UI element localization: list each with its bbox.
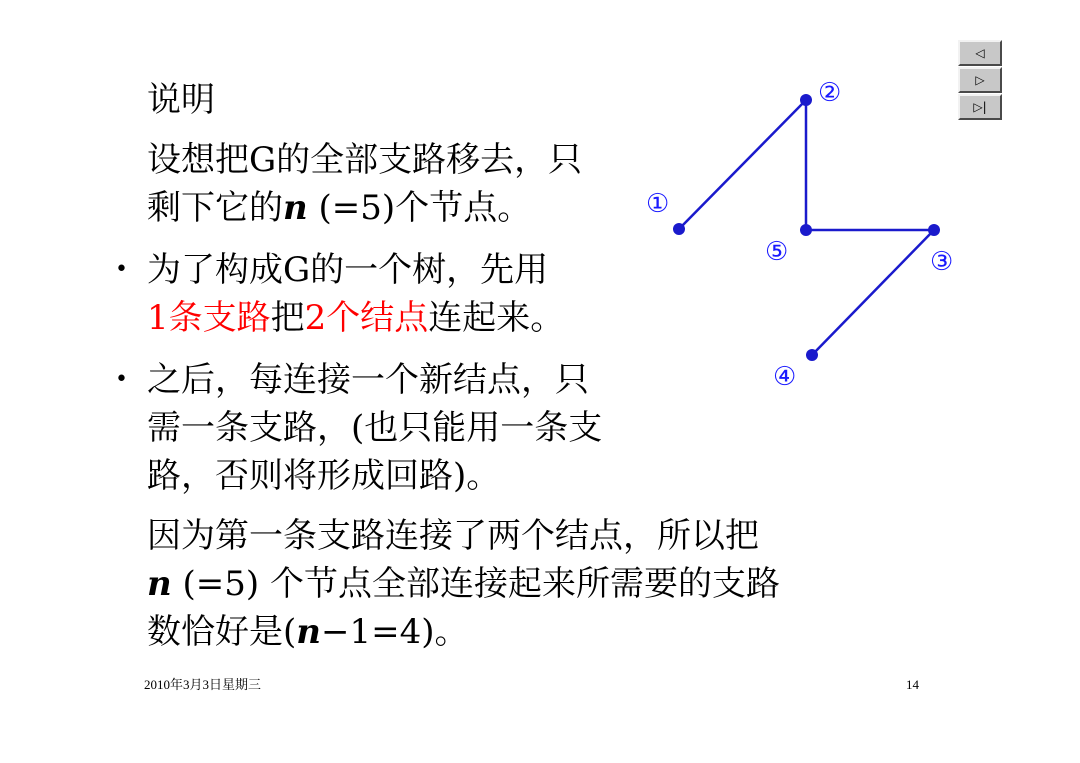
text: 剩下它的	[147, 188, 283, 228]
edge-1-2	[679, 100, 806, 229]
node-2	[800, 94, 812, 106]
bullet1-line1: 为了构成G的一个树，先用	[147, 250, 549, 290]
node-4	[806, 349, 818, 361]
node-label-4: ④	[773, 362, 797, 392]
last-slide-button[interactable]	[958, 94, 1002, 120]
bullet-marker: •	[115, 257, 128, 282]
text: 把	[270, 298, 305, 338]
highlight-text: 1条支路	[147, 298, 271, 338]
graph-labels	[646, 78, 953, 392]
text: (=5)个节点。	[307, 188, 532, 228]
variable-n: n	[296, 612, 321, 652]
para2-line1: 因为第一条支路连接了两个结点，所以把	[147, 516, 759, 556]
node-5	[800, 224, 812, 236]
bullet-marker: •	[115, 367, 128, 392]
node-label-5: ⑤	[765, 237, 789, 267]
highlight-text: 2个结点	[304, 298, 429, 338]
variable-n: n	[283, 188, 308, 228]
node-label-3: ③	[930, 247, 954, 277]
next-icon: ▷	[975, 73, 985, 87]
text: −1=4)。	[321, 612, 469, 652]
slide-nav	[958, 40, 1004, 121]
node-label-2: ②	[818, 78, 842, 108]
text: 连起来。	[428, 298, 565, 338]
edge-3-4	[812, 230, 934, 355]
text: 数恰好是(	[147, 612, 297, 652]
bullet2-line2: 需一条支路，(也只能用一条支	[147, 408, 603, 448]
prev-slide-button[interactable]	[958, 40, 1002, 66]
node-1	[673, 223, 685, 235]
last-icon: ▷|	[973, 100, 987, 114]
page-number: 14	[906, 677, 919, 692]
footer-date: 2010年3月3日星期三	[144, 677, 262, 692]
node-label-1: ①	[646, 189, 670, 219]
slide-title: 说明	[147, 80, 215, 120]
node-3	[928, 224, 940, 236]
para1-line1: 设想把G的全部支路移去，只	[147, 140, 583, 180]
bullet2-line3: 路，否则将形成回路)。	[147, 456, 501, 496]
prev-icon: ◁	[975, 46, 985, 60]
bullet2-line1: 之后，每连接一个新结点，只	[147, 360, 589, 400]
text: (=5) 个节点全部连接起来所需要的支路	[171, 564, 780, 604]
next-slide-button[interactable]	[958, 67, 1002, 93]
variable-n: n	[147, 564, 172, 604]
